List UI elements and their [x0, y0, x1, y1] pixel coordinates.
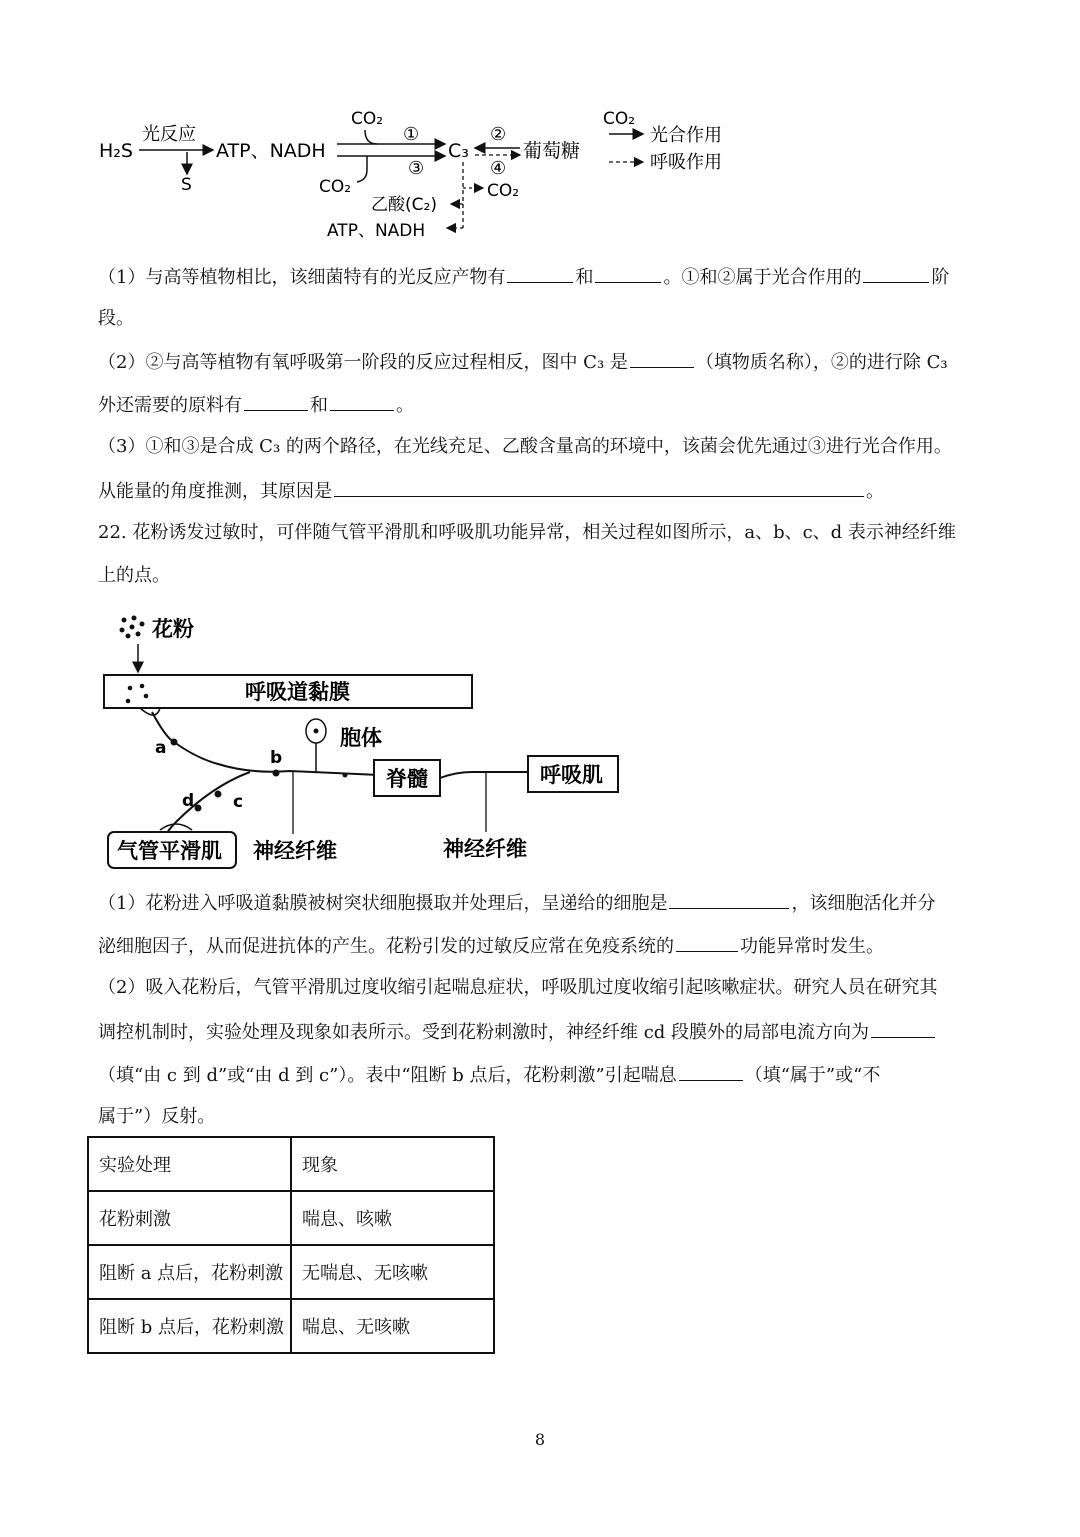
- pollen-dots: [120, 616, 145, 639]
- path-2-label: ②: [490, 124, 507, 145]
- point-c-label: c: [233, 792, 244, 812]
- q22-stem-line2: [98, 564, 170, 588]
- table-cell: 阻断 b 点后，花粉刺激: [88, 1299, 291, 1353]
- table-cell: 无喘息、无咳嗽: [291, 1245, 494, 1299]
- acetic-acid-label: 乙酸(C₂): [371, 195, 437, 215]
- pollen-label: 花粉: [152, 617, 194, 641]
- path-1-label: ①: [403, 124, 420, 145]
- legend-photosynthesis-label: 光合作用: [650, 125, 722, 146]
- efferent-fiber-respiratory: [440, 772, 528, 778]
- mucosa-label: 呼吸道黏膜: [245, 680, 350, 704]
- cell-body-label: 胞体: [340, 726, 382, 750]
- table-cell: 喘息、咳嗽: [291, 1191, 494, 1245]
- q22-part2-line4: [98, 1105, 215, 1129]
- q22-stem-text-b: 上的点。: [98, 565, 170, 586]
- answer-blank[interactable]: [871, 1019, 935, 1038]
- q22-p1-text-b: ，该细胞活化并分: [791, 893, 936, 914]
- metabolism-diagram-svg: [95, 100, 755, 245]
- q22-p2-text-d: （填“属于”或“不: [744, 1065, 881, 1086]
- answer-blank[interactable]: [595, 264, 661, 283]
- q21-p2-text-b: （填物质名称），②的进行除 C₃: [695, 352, 948, 373]
- q21-p2-text-a: （2）②与高等植物有氧呼吸第一阶段的反应过程相反，图中 C₃ 是: [98, 352, 628, 373]
- point-d-label: d: [182, 791, 195, 811]
- q21-p3-text-b: 从能量的角度推测，其原因是: [98, 481, 332, 502]
- q21-p3-text-c: 。: [866, 481, 884, 502]
- metabolism-diagram: [95, 100, 755, 245]
- table-cell: 阻断 a 点后，花粉刺激: [88, 1245, 291, 1299]
- q21-part2-line2: [98, 392, 414, 418]
- path-3-label: ③: [408, 158, 425, 179]
- answer-blank[interactable]: [334, 478, 864, 497]
- q21-part1-line1: [98, 264, 949, 290]
- q22-part2-line1: [98, 976, 937, 1000]
- q21-part2-line1: [98, 349, 948, 375]
- nerve-fiber-1-label: 神经纤维: [253, 839, 337, 863]
- q22-p1-text-c: 泌细胞因子，从而促进抗体的产生。花粉引发的过敏反应常在免疫系统的: [98, 936, 674, 957]
- nerve-fiber-2-label: 神经纤维: [443, 837, 527, 861]
- answer-blank[interactable]: [679, 1062, 743, 1081]
- q22-p2-text-b: 调控机制时，实验处理及现象如表所示。受到花粉刺激时，神经纤维 cd 段膜外的局部电流方向为: [98, 1022, 870, 1043]
- q21-part1-line2: [98, 307, 134, 331]
- answer-blank[interactable]: [630, 349, 694, 368]
- table-header-cell: 现象: [291, 1137, 494, 1191]
- atp-nadh-label: ATP、NADH: [216, 140, 326, 162]
- answer-blank[interactable]: [669, 890, 789, 909]
- legend-co2-label: CO₂: [603, 109, 636, 129]
- table-cell: 花粉刺激: [88, 1191, 291, 1245]
- q22-p2-text-a: （2）吸入花粉后，气管平滑肌过度收缩引起喘息症状，呼吸肌过度收缩引起咳嗽症状。研究人员在研究其: [98, 977, 938, 998]
- table-row: [88, 1191, 494, 1245]
- q21-p2-text-e: 。: [396, 395, 414, 416]
- q21-part3-line1: [98, 435, 952, 459]
- point-d: [195, 805, 202, 812]
- q22-part1-line1: [98, 890, 935, 916]
- h2s-label: H₂S: [99, 140, 133, 162]
- atp-nadh-bottom-label: ATP、NADH: [327, 221, 426, 241]
- legend-respiration-label: 呼吸作用: [650, 152, 722, 173]
- q21-p1-text-e: 段。: [98, 308, 134, 329]
- q22-p2-text-c: （填“由 c 到 d”或“由 d 到 c”）。表中“阻断 b 点后，花粉刺激”引起喘息: [98, 1065, 677, 1086]
- q22-p1-text-a: （1）花粉进入呼吸道黏膜被树突状细胞摄取并处理后，呈递给的细胞是: [98, 893, 668, 914]
- co2-top-label: CO₂: [351, 109, 384, 129]
- glucose-label: 葡萄糖: [523, 140, 581, 162]
- q21-p1-text-c: 。①和②属于光合作用的: [663, 267, 862, 288]
- table-header-row: [88, 1137, 494, 1191]
- point-a-label: a: [155, 738, 167, 758]
- resp-muscle-label: 呼吸肌: [540, 763, 603, 787]
- q21-p1-text-a: （1）与高等植物相比，该细菌特有的光反应产物有: [98, 267, 506, 288]
- q22-part1-line2: [98, 933, 884, 959]
- q21-p2-text-c: 外还需要的原料有: [98, 395, 242, 416]
- answer-blank[interactable]: [330, 392, 394, 411]
- q22-p2-text-e: 属于”）反射。: [98, 1106, 216, 1127]
- q21-p2-text-d: 和: [310, 395, 328, 416]
- answer-blank[interactable]: [863, 264, 929, 283]
- point-a: [171, 739, 178, 746]
- trachea-muscle-label: 气管平滑肌: [117, 839, 222, 863]
- nerve-pathway-diagram: [100, 608, 630, 876]
- point-b: [273, 770, 280, 777]
- q22-stem-text-a: 22. 花粉诱发过敏时，可伴随气管平滑肌和呼吸肌功能异常，相关过程如图所示，a、b、c、d 表示神经纤维: [98, 522, 956, 543]
- q22-part2-line2: [98, 1019, 937, 1045]
- table-header-cell: 实验处理: [88, 1137, 291, 1191]
- q22-stem-line1: [98, 521, 956, 545]
- co2-left-label: CO₂: [319, 177, 352, 197]
- light-reaction-label: 光反应: [142, 124, 196, 145]
- q21-p1-text-d: 阶: [931, 267, 950, 288]
- q21-p1-text-b: 和: [575, 267, 594, 288]
- answer-blank[interactable]: [244, 392, 308, 411]
- nerve-pathway-svg: [100, 608, 630, 876]
- answer-blank[interactable]: [507, 264, 573, 283]
- s-label: S: [181, 175, 192, 195]
- spinal-cord-label: 脊髓: [386, 767, 428, 791]
- path-4-label: ④: [490, 158, 507, 179]
- c3-label: C₃: [448, 140, 469, 162]
- co2-right-label: CO₂: [487, 181, 520, 201]
- table-cell: 喘息、无咳嗽: [291, 1299, 494, 1353]
- table-row: [88, 1299, 494, 1353]
- q22-p1-text-d: 功能异常时发生。: [740, 936, 884, 957]
- experiment-table: [87, 1136, 495, 1354]
- table-row: [88, 1245, 494, 1299]
- page-number: 8: [534, 1430, 546, 1449]
- q21-part3-line2: [98, 478, 884, 504]
- answer-blank[interactable]: [676, 933, 738, 952]
- point-b-label: b: [270, 748, 283, 768]
- q21-p3-text-a: （3）①和③是合成 C₃ 的两个路径，在光线充足、乙酸含量高的环境中，该菌会优先通过③进行光合作用。: [98, 436, 952, 457]
- point-c: [215, 791, 222, 798]
- q22-part2-line3: [98, 1062, 880, 1088]
